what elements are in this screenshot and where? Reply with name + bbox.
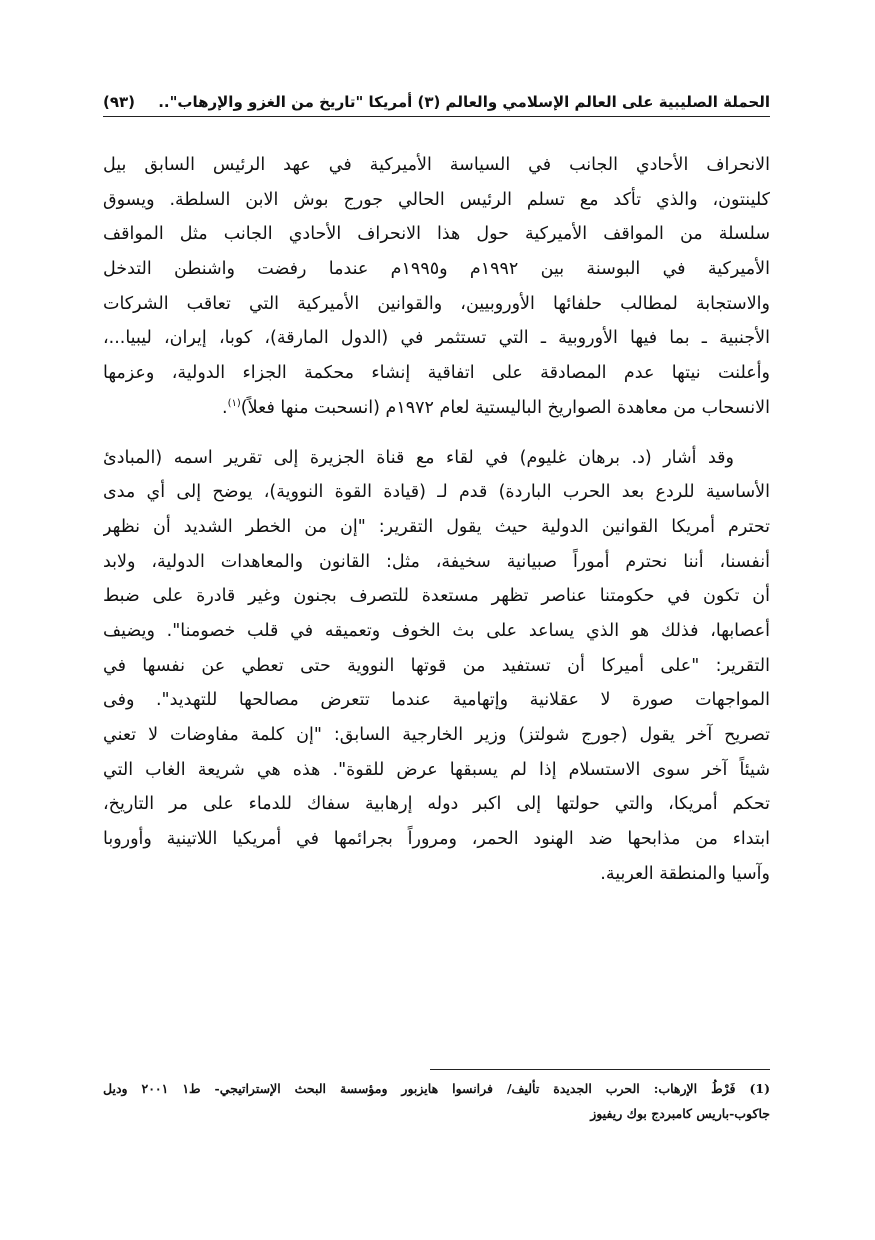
text-line: الأجنبية ـ بما فيها الأوروبية ـ التي تستثمر في (الدول المارقة)، كوبا، إيران، ليبيا...، bbox=[103, 328, 770, 349]
text-line: تحكم أمريكا، والتي حولتها إلى اكبر دوله إرهابية سفاك للدماء على مر التاريخ، bbox=[103, 794, 770, 815]
text-line: تحترم أمريكا القوانين الدولية حيث يقول التقرير: "إن من الخطر الشديد أن نظهر bbox=[103, 516, 770, 537]
text-line: وقد أشار (د. برهان غليوم) في لقاء مع قناة الجزيرة إلى تقرير اسمه (المبادئ bbox=[103, 447, 734, 468]
text-line: أن تكون في حكومتنا عناصر تظهر مستعدة للتصرف بجنون وغير قادرة على ضبط bbox=[103, 586, 770, 607]
footnote-marker: (1) bbox=[749, 1081, 770, 1096]
footnote-reference[interactable]: (١) bbox=[227, 397, 241, 409]
text-line: وآسيا والمنطقة العربية. bbox=[600, 863, 770, 884]
text-line: كلينتون، والذي تأكد مع تسلم الرئيس الحالي جورج بوش الابن السلطة. ويسوق bbox=[103, 189, 770, 210]
header-title: الحملة الصليبية على العالم الإسلامي والعالم (٣) أمريكا "تاريخ من الغزو والإرهاب".. bbox=[158, 93, 770, 111]
footnote bbox=[103, 1076, 770, 1126]
text-line: ابتداء من مذابحها ضد الهنود الحمر، ومروراً بجرائمها في أمريكيا اللاتينية وأوروبا bbox=[103, 829, 770, 850]
footnote-separator bbox=[430, 1069, 770, 1070]
paragraph-1 bbox=[103, 148, 770, 426]
text-line: أعصابها، فذلك هو الذي يساعد على بث الخوف وتعميقه في قلب خصومنا". ويضيف bbox=[103, 620, 770, 641]
paragraph-2 bbox=[103, 441, 770, 892]
footnote-line bbox=[103, 1076, 770, 1101]
text-line: التقرير: "على أميركا أن تستفيد من قوتها النووية حتى تعطي عن نفسها في bbox=[103, 655, 770, 676]
text-line: وأعلنت نيتها عدم المصادقة على اتفاقية إنشاء محكمة الجزاء الدولية، وعزمها bbox=[103, 363, 770, 384]
text-line-content: الانسحاب من معاهدة الصواريخ الباليستية لعام ١٩٧٢م (انسحبت منها فعلاً) bbox=[240, 397, 770, 418]
text-line: الانحراف الأحادي الجانب في السياسة الأميركية في عهد الرئيس السابق بيل bbox=[103, 155, 770, 175]
text-line: والاستجابة لمطالب حلفائها الأوروبيين، والقوانين الأميركية التي تعاقب الشركات bbox=[103, 293, 770, 314]
text-line: الأساسية للردع بعد الحرب الباردة) قدم لـ (قيادة القوة النووية)، يوضح إلى أي مدى bbox=[103, 482, 770, 503]
text-line: شيئاً آخر سوى الاستسلام إذا لم يسبقها عرض للقوة". هذه هي شريعة الغاب التي bbox=[103, 759, 770, 780]
body-text bbox=[103, 148, 770, 891]
text-line: الأميركية في البوسنة بين ١٩٩٢م و١٩٩٥م عندما رفضت واشنطن التدخل bbox=[103, 259, 770, 280]
running-header bbox=[103, 88, 770, 117]
page-number: (٩٣) bbox=[103, 93, 136, 111]
footnote-text: فَرْطُ الإرهاب: الحرب الجديدة تأليف/ فرانسوا هايزبور ومؤسسة البحث الإستراتيجي- ط١ ٢٠٠١ وديل bbox=[103, 1081, 736, 1096]
text-line: سلسلة من المواقف الأميركية حول هذا الانحراف الأحادي الجانب مثل المواقف bbox=[103, 224, 770, 245]
footnote-line: جاكوب-باريس كامبردج بوك ريفيوز bbox=[590, 1106, 770, 1121]
text-line: المواجهات صورة لا عقلانية وإتهامية عندما تتعرض مصالحها للتهديد". وفى bbox=[103, 690, 770, 711]
text-line bbox=[103, 391, 770, 426]
text-line: أنفسنا، أننا نحترم أموراً صبيانية سخيفة، مثل: القانون والمعاهدات الدولية، ولابد bbox=[103, 551, 770, 572]
text-line: تصريح آخر يقول (جورج شولتز) وزير الخارجية السابق: "إن كلمة مفاوضات لا تعني bbox=[103, 725, 770, 745]
period: . bbox=[221, 397, 228, 418]
